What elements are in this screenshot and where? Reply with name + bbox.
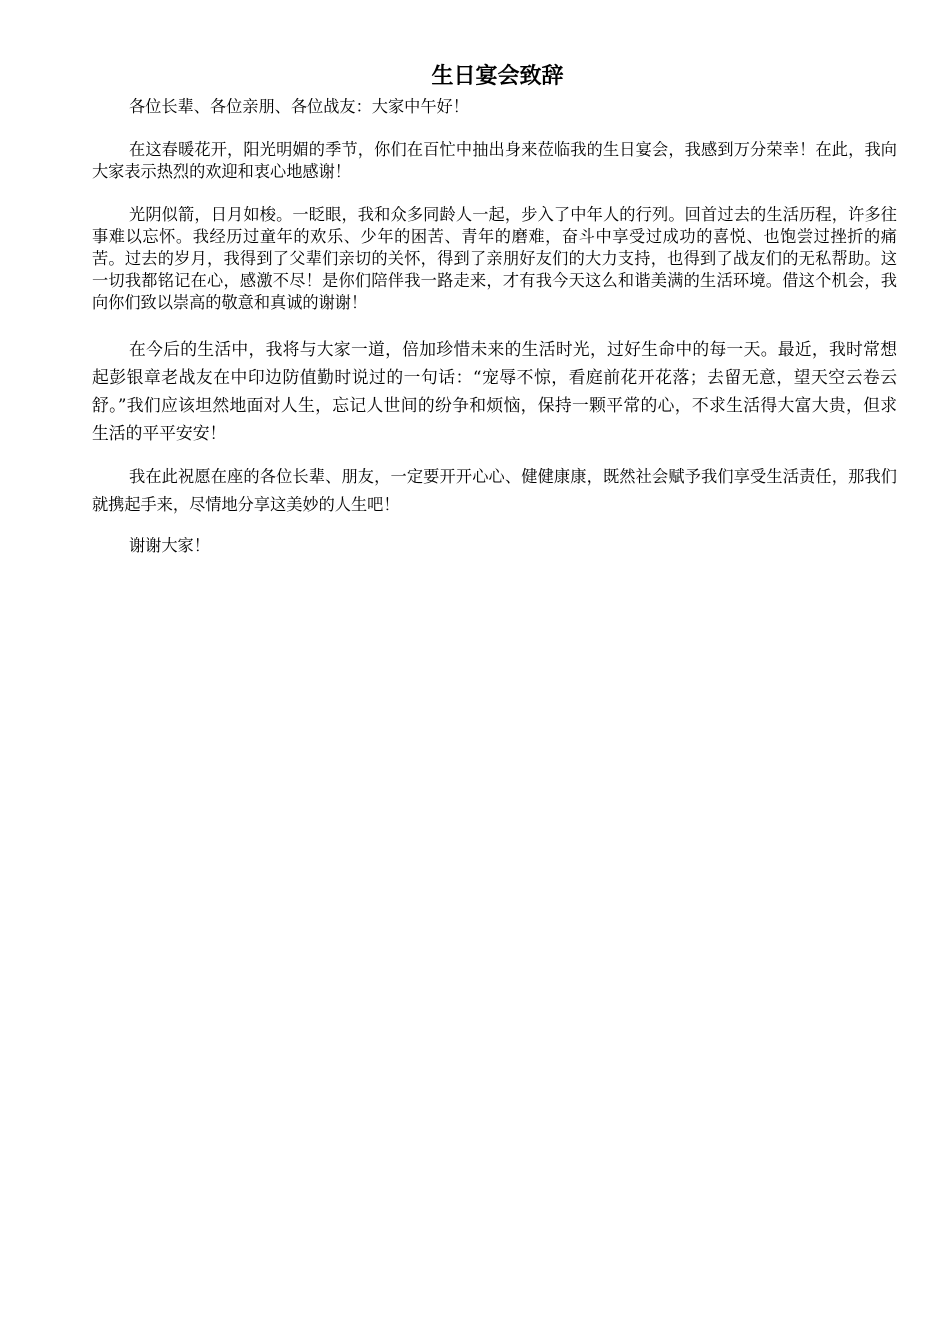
future-paragraph: 在今后的生活中，我将与大家一道，倍加珍惜未来的生活时光，过好生命中的每一天。最近，我时常想起彭银章老战友在中印边防值勤时说过的一句话：“宠辱不惊，看庭前花开花落；去留无意，望天空云卷云舒。”我们应该坦然地面对人生，忘记人世间的纷争和烦恼，保持一颗平常的心，不求生活得大富大贵，但求生活的平平安安！ <box>92 339 897 443</box>
thanks-paragraph: 谢谢大家！ <box>129 536 210 555</box>
document-page <box>92 58 897 578</box>
welcome-paragraph: 在这春暖花开，阳光明媚的季节，你们在百忙中抽出身来莅临我的生日宴会，我感到万分荣幸！在此，我向大家表示热烈的欢迎和衷心地感谢！ <box>92 140 897 181</box>
reflection-paragraph: 光阴似箭，日月如梭。一眨眼，我和众多同龄人一起，步入了中年人的行列。回首过去的生活历程，许多往事难以忘怀。我经历过童年的欢乐、少年的困苦、青年的磨难，奋斗中享受过成功的喜悦、也饱尝过挫折的痛苦。过去的岁月，我得到了父辈们亲切的关怀，得到了亲朋好友们的大力支持，也得到了战友们的无私帮助。这一切我都铭记在心，感激不尽！是你们陪伴我一路走来，才有我今天这么和谐美满的生活环境。借这个机会，我向你们致以崇高的敬意和真诚的谢谢！ <box>92 205 897 312</box>
greeting-paragraph: 各位长辈、各位亲朋、各位战友：大家中午好！ <box>129 97 469 116</box>
document-title: 生日宴会致辞 <box>431 64 564 89</box>
wishes-paragraph: 我在此祝愿在座的各位长辈、朋友，一定要开开心心、健健康康，既然社会赋予我们享受生活责任，那我们就携起手来，尽情地分享这美妙的人生吧！ <box>92 467 897 514</box>
